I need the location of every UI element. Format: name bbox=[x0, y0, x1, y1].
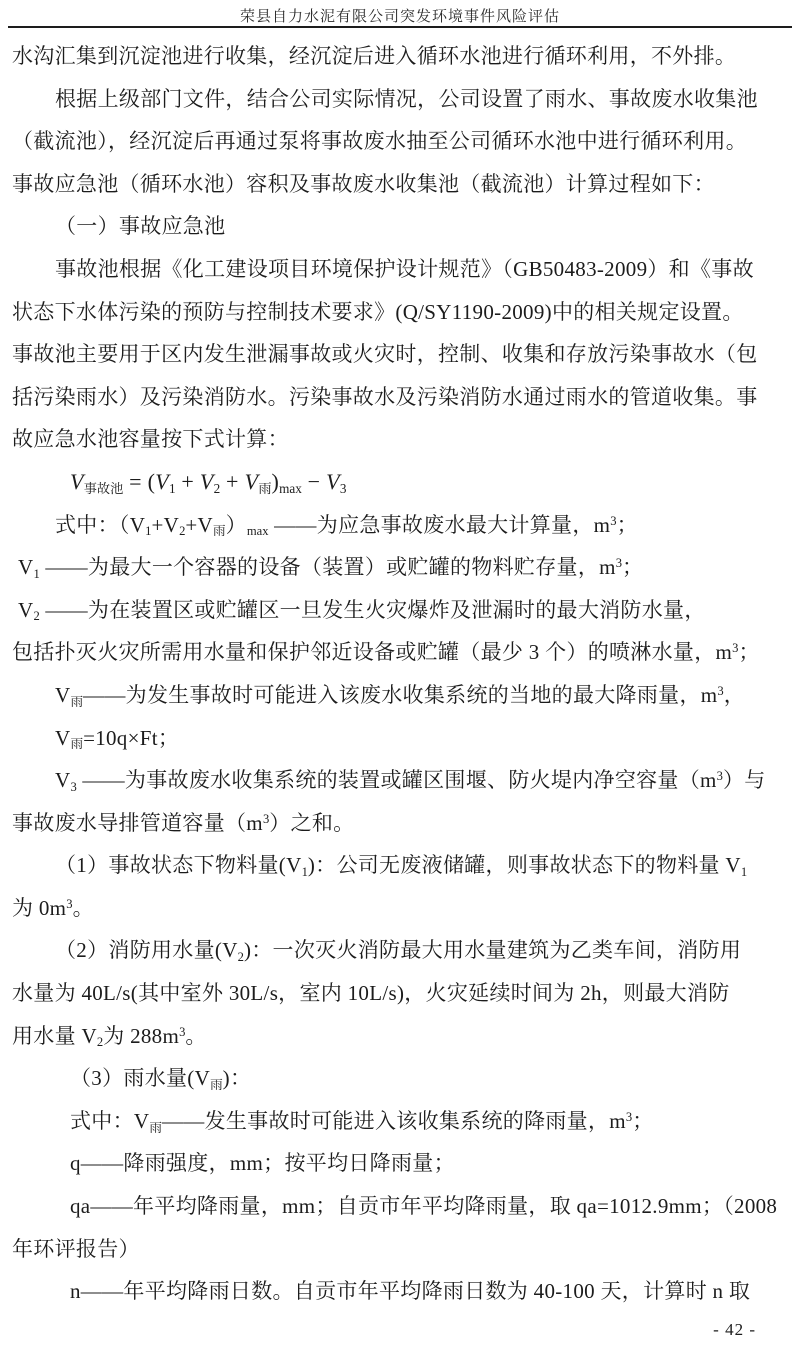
text-line: 年环评报告） bbox=[12, 1236, 140, 1261]
text-line: 包括扑灭火灾所需用水量和保护邻近设备或贮罐（最少 3 个）的喷淋水量，$m^3$； bbox=[12, 640, 760, 665]
text-line: （截流池），经沉淀后再通过泵将事故废水抽至公司循环水池中进行循环利用。 bbox=[12, 129, 747, 154]
text-line: 式中：$V_雨——$发生事故时可能进入该收集系统的降雨量，$m^3$； bbox=[70, 1108, 654, 1135]
text-line: n——年平均降雨日数。自贡市年平均降雨日数为 40-100 天，计算时 n 取 bbox=[70, 1279, 751, 1304]
text-line: $V_雨=10q\times Ft$； bbox=[55, 725, 180, 752]
text-line: 水量为 40L/s(其中室外 30L/s，室内 10L/s)，火灾延续时间为 2h，则最大消防 bbox=[12, 981, 730, 1006]
text-line: qa——年平均降雨量，mm；自贡市年平均降雨量，取 qa=1012.9mm；（2008 bbox=[70, 1194, 778, 1219]
text-line: 状态下水体污染的预防与控制技术要求》(Q/SY1190-2009)中的相关规定设置。 bbox=[12, 299, 744, 324]
document-body bbox=[0, 28, 800, 1313]
text-line: （3）雨水量$(V_雨)$： bbox=[70, 1066, 252, 1093]
page-number: - 42 - bbox=[713, 1320, 756, 1339]
text-line: 事故池主要用于区内发生泄漏事故或火灾时，控制、收集和存放污染事故水（包 bbox=[12, 342, 758, 367]
text-line: （1）事故状态下物料量$(V_1)$：公司无废液储罐，则事故状态下的物料量 $V_1$ bbox=[55, 853, 748, 880]
text-line: 为 $0m^3$。 bbox=[12, 895, 94, 920]
text-line: （一）事故应急池 bbox=[55, 214, 226, 239]
text-line: 事故废水导排管道容量$(m^3)$之和。 bbox=[12, 810, 355, 835]
text-line: q——降雨强度，mm；按平均日降雨量； bbox=[70, 1151, 455, 1176]
text-line: （2）消防用水量$(V_2)$：一次灭火消防最大用水量建筑为乙类车间，消防用 bbox=[55, 938, 742, 965]
text-line: 事故池根据《化工建设项目环境保护设计规范》（GB50483-2009）和《事故 bbox=[55, 256, 754, 281]
text-line: 根据上级部门文件，结合公司实际情况，公司设置了雨水、事故废水收集池 bbox=[55, 86, 758, 111]
text-line: 事故应急池（循环水池）容积及事故废水收集池（截流池）计算过程如下： bbox=[12, 171, 715, 196]
text-line: $V_2$ ——为在装置区或贮罐区一旦发生火灾爆炸及泄漏时的最大消防水量， bbox=[18, 597, 706, 624]
text-line: $V_雨——$为发生事故时可能进入该废水收集系统的当地的最大降雨量，$m^3$， bbox=[55, 682, 746, 709]
text-line: $V_1$ ——为最大一个容器的设备（装置）或贮罐的物料贮存量，$m^3$； bbox=[18, 555, 644, 581]
text-line: $V_3$ ——为事故废水收集系统的装置或罐区围堰、防火堤内净空容量$(m^3)$与 bbox=[55, 768, 766, 794]
formula-line: $V_{事故池} = (V_1 + V_2 + V_雨)_{max} - V_3$ bbox=[70, 468, 347, 496]
text-line: 括污染雨水）及污染消防水。污染事故水及污染消防水通过雨水的管道收集。事 bbox=[12, 384, 758, 409]
text-line: 水沟汇集到沉淀池进行收集，经沉淀后进入循环水池进行循环利用，不外排。 bbox=[12, 44, 737, 68]
text-line: 用水量 $V_2$为 $288m^3$。 bbox=[12, 1023, 207, 1050]
text-line: 式中：$(V_1+V_2+V_雨)_{max}$ ——为应急事故废水最大计算量，$m^3$； bbox=[55, 512, 638, 539]
page-header: 荣县自力水泥有限公司突发环境事件风险评估 bbox=[8, 0, 792, 28]
text-line: 故应急水池容量按下式计算： bbox=[12, 427, 289, 452]
